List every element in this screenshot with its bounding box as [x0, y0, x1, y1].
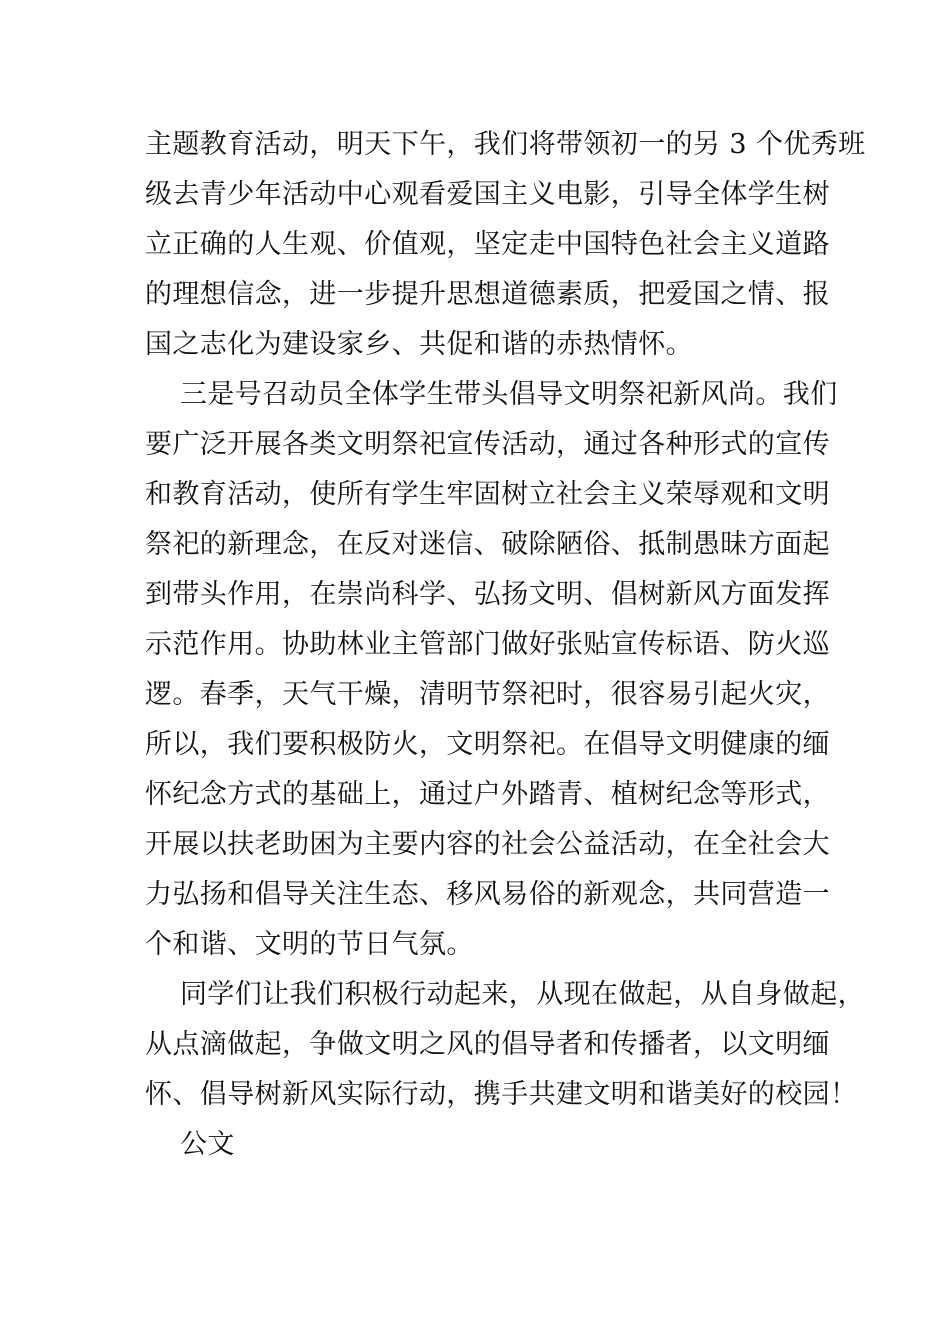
- text-line: 力弘扬和倡导关注生态、移风易俗的新观念，共同营造一: [145, 879, 830, 910]
- text-line: 公文: [180, 1129, 235, 1160]
- text-line: 同学们让我们积极行动起来，从现在做起，从自身做起，: [180, 979, 865, 1010]
- text-line: 的理想信念，进一步提升思想道德素质，把爱国之情、报: [145, 279, 830, 310]
- text-line: 怀、倡导树新风实际行动，携手共建文明和谐美好的校园！: [145, 1079, 858, 1110]
- text-line: 立正确的人生观、价值观，坚定走中国特色社会主义道路: [145, 229, 830, 260]
- text-line: 到带头作用，在崇尚科学、弘扬文明、倡树新风方面发挥: [145, 579, 830, 610]
- paragraph: [145, 370, 838, 970]
- text-line: 主题教育活动，明天下午，我们将带领初一的另 3 个优秀班: [145, 129, 866, 160]
- paragraph: [145, 970, 865, 1120]
- text-line: 祭祀的新理念，在反对迷信、破除陋俗、抵制愚昧方面起: [145, 529, 830, 560]
- text-line: 个和谐、文明的节日气氛。: [145, 929, 474, 960]
- paragraph: [145, 120, 866, 370]
- text-line: 开展以扶老助困为主要内容的社会公益活动，在全社会大: [145, 829, 830, 860]
- document-body: [145, 120, 866, 1170]
- text-line: 要广泛开展各类文明祭祀宣传活动，通过各种形式的宣传: [145, 429, 830, 460]
- paragraph: [145, 1120, 835, 1170]
- text-line: 国之志化为建设家乡、共促和谐的赤热情怀。: [145, 329, 693, 360]
- text-line: 从点滴做起，争做文明之风的倡导者和传播者，以文明缅: [145, 1029, 830, 1060]
- text-line: 示范作用。协助林业主管部门做好张贴宣传标语、防火巡: [145, 629, 830, 660]
- text-line: 所以，我们要积极防火，文明祭祀。在倡导文明健康的缅: [145, 729, 830, 760]
- text-line: 逻。春季，天气干燥，清明节祭祀时，很容易引起火灾，: [145, 679, 830, 710]
- text-line: 三是号召动员全体学生带头倡导文明祭祀新风尚。我们: [180, 379, 838, 410]
- text-line: 和教育活动，使所有学生牢固树立社会主义荣辱观和文明: [145, 479, 830, 510]
- text-line: 级去青少年活动中心观看爱国主义电影，引导全体学生树: [145, 179, 830, 210]
- text-line: 怀纪念方式的基础上，通过户外踏青、植树纪念等形式，: [145, 779, 830, 810]
